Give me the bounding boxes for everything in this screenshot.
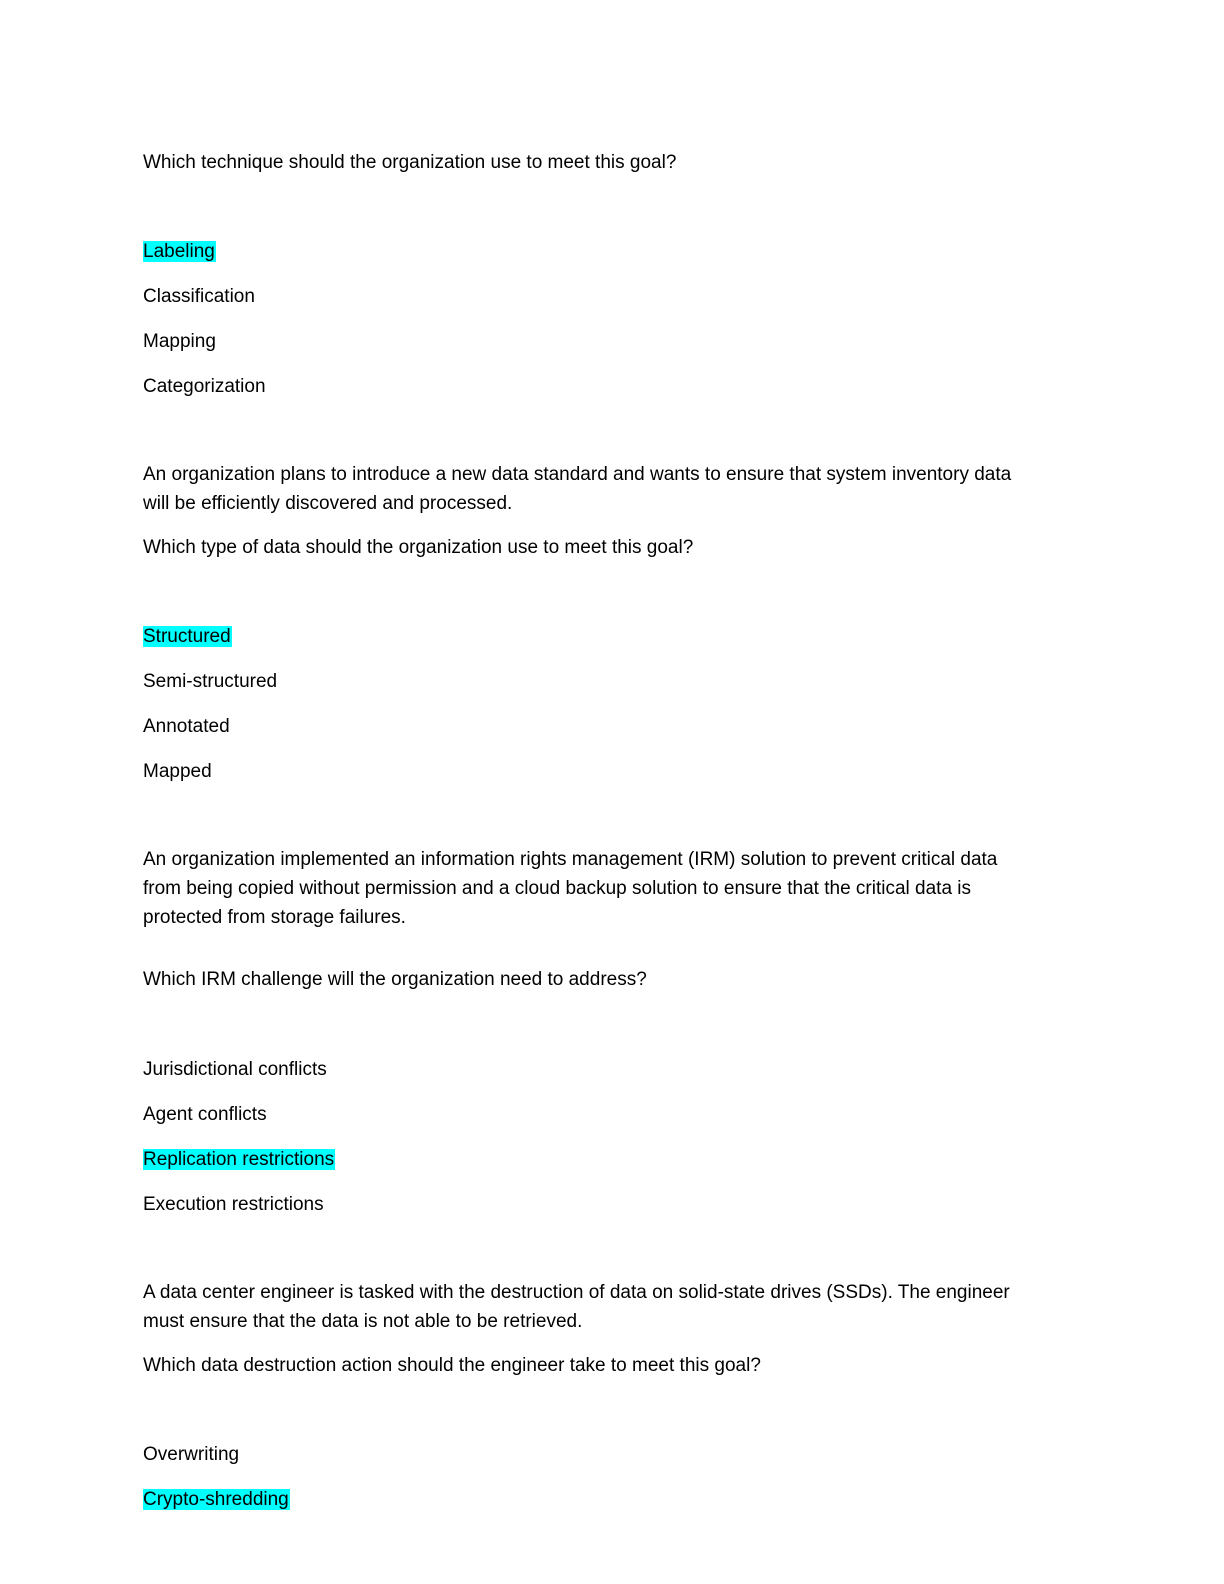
question-2-option-4: Mapped [143, 761, 212, 782]
question-4-option-2 [143, 1485, 290, 1514]
question-2-option-3: Annotated [143, 716, 230, 737]
question-2-stem-line-1: An organization plans to introduce a new data standard and wants to ensure that system inventory data [143, 464, 1012, 485]
highlighted-answer: Crypto-shredding [143, 1489, 289, 1510]
question-2-option-2: Semi-structured [143, 671, 278, 692]
question-3-stem-line-3: protected from storage failures. [143, 907, 406, 928]
question-3-stem-line-2: from being copied without permission and a cloud backup solution to ensure that the critical data is [143, 878, 972, 899]
highlighted-answer: Structured [143, 626, 231, 647]
question-3-option-2: Agent conflicts [143, 1104, 267, 1125]
question-1-option-3: Mapping [143, 331, 216, 352]
question-4-prompt: Which data destruction action should the engineer take to meet this goal? [143, 1355, 761, 1376]
question-1-prompt: Which technique should the organization use to meet this goal? [143, 152, 677, 173]
question-2-option-1 [143, 622, 232, 651]
highlighted-answer: Labeling [143, 241, 215, 262]
question-4-stem-line-2: must ensure that the data is not able to be retrieved. [143, 1311, 583, 1332]
question-3-stem-line-1: An organization implemented an information rights management (IRM) solution to prevent critical data [143, 849, 998, 870]
question-4-option-1: Overwriting [143, 1444, 240, 1465]
question-3-option-4: Execution restrictions [143, 1194, 324, 1215]
question-2-stem-line-2: will be efficiently discovered and processed. [143, 493, 513, 514]
question-1-option-4: Categorization [143, 376, 266, 397]
question-2-prompt: Which type of data should the organization use to meet this goal? [143, 537, 694, 558]
question-3-prompt: Which IRM challenge will the organization need to address? [143, 969, 647, 990]
question-1-option-2: Classification [143, 286, 255, 307]
question-4-stem-line-1: A data center engineer is tasked with the destruction of data on solid-state drives (SSDs). The engineer [143, 1282, 1010, 1303]
question-1-option-1 [143, 237, 216, 266]
question-3-option-1: Jurisdictional conflicts [143, 1059, 327, 1080]
question-3-option-3 [143, 1145, 335, 1174]
highlighted-answer: Replication restrictions [143, 1149, 335, 1170]
